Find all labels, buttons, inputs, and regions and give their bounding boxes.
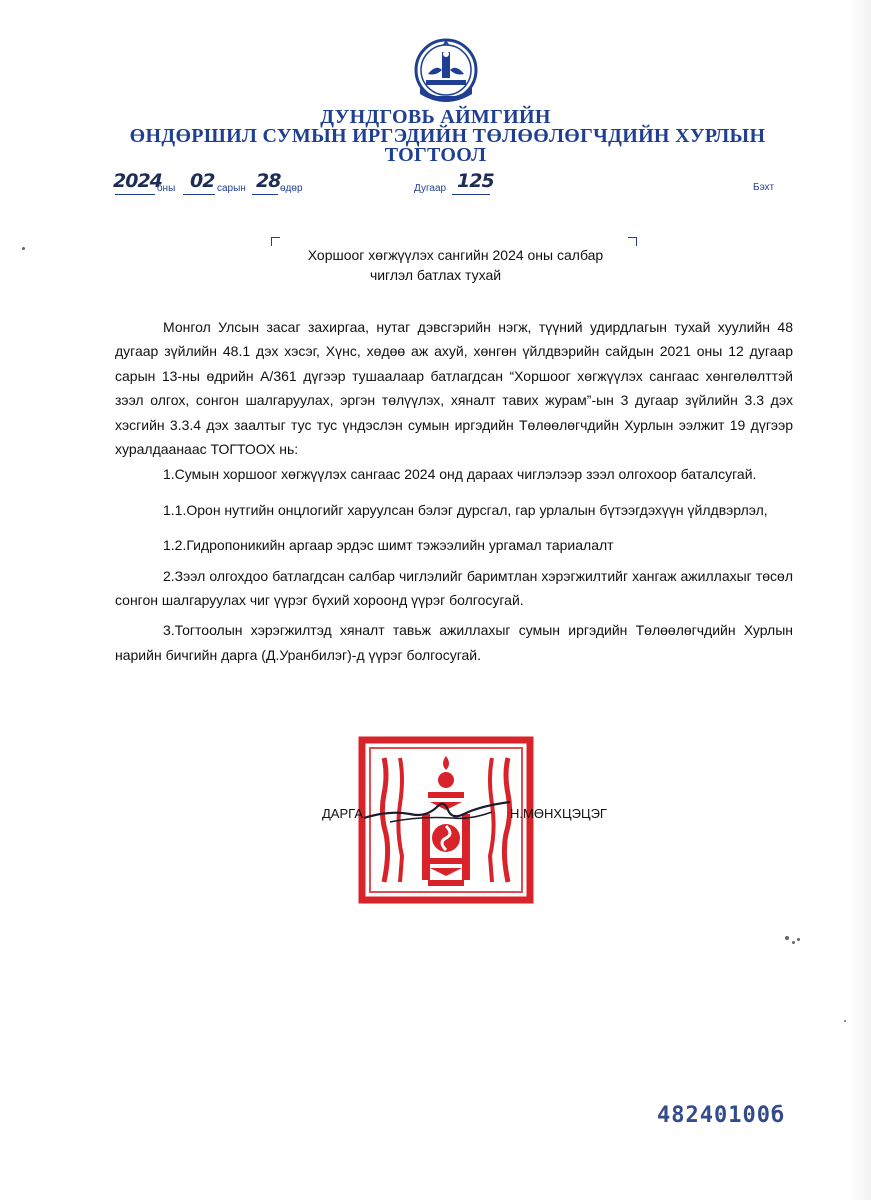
scan-speck [785, 936, 789, 940]
header-assembly: ӨНДӨРШИЛ СУМЫН ИРГЭДИЙН ТӨЛӨӨЛӨГЧДИЙН ХУРЛЫН [129, 125, 766, 147]
year-underline [115, 194, 155, 195]
header-resolution: ТОГТООЛ [384, 144, 487, 166]
date-day: 28 [256, 170, 281, 192]
body-paragraph: 1.2.Гидропоникийн аргаар эрдэс шимт тэжээлийн ургамал тариалалт [163, 537, 614, 554]
day-underline [252, 194, 278, 195]
body-paragraph: 2.Зээл олгохдоо батлагдсан салбар чиглэлийг баримтлан хэрэгжилтийг хангаж ажиллахыг төсөл сонгон шалгаруулах чиг үүрэг бүхий хороонд үүрэг болгосугай. [115, 567, 793, 609]
date-month: 02 [190, 170, 215, 192]
title-corner-left [271, 237, 280, 246]
month-label: сарын [217, 183, 246, 194]
serial-number: 48240100б [657, 1103, 786, 1128]
scan-edge-shadow [849, 0, 871, 1200]
header-aimag: ДУНДГОВЬ АЙМГИЙН [320, 106, 551, 128]
title-corner-right [628, 237, 637, 246]
date-year: 2024 [113, 170, 162, 192]
handwritten-signature [360, 792, 520, 832]
number-label: Дугаар [414, 183, 447, 194]
number-underline [452, 194, 490, 195]
month-underline [183, 194, 215, 195]
resolution-number: 125 [457, 170, 494, 192]
signatory-name: Н.МӨНХЦЭЦЭГ [510, 806, 607, 821]
scan-speck [22, 247, 25, 250]
body-paragraph: 1.1.Орон нутгийн онцлогийг харуулсан бэлэг дурсгал, гар урлалын бүтээгдэхүүн үйлдвэрлэл, [163, 501, 768, 518]
title-line-2: чиглэл батлах тухай [369, 267, 502, 283]
year-label: оны [157, 183, 176, 194]
body-paragraph: 3.Тогтоолын хэрэгжилтэд хяналт тавьж ажиллахыг сумын иргэдийн Төлөөлөгчдийн Хурлын нарийн бичгийн дарга (Д.Уранбилэг)-д үүрэг болгосугай. [115, 622, 793, 663]
scan-speck [792, 941, 795, 944]
scan-speck [797, 938, 800, 941]
scan-speck [844, 1020, 846, 1022]
resolution-body [115, 315, 793, 667]
day-label: өдөр [280, 183, 303, 194]
signatory-title: ДАРГА [322, 806, 363, 821]
body-paragraph: Монгол Улсын засаг захиргаа, нутаг дэвсгэрийн нэгж, түүний удирдлагын тухай хуулийн 48 дугаар зүйлийн 48.1 дэх хэсэг, Хүнс, хөдөө аж ахуй, хөнгөн үйлдвэрийн сайдын 2021 оны 12 дугаар сарын 13-ны өдрийн А/361 дүгээр тушаалаар батлагдсан “Хоршоог хөгжүүлэх сангаас хөнгөлөлттэй зээл олгох, сонгон шалгаруулах, эргэн төлүүлэх, хяналт тавих журам”-ын 3 дугаар зүйлийн 3.3 дэх хэсгийн 3.3.4 дэх заалтыг тус тус үндэслэн сумын иргэдийн Төлөөлөгчдийн Хурлын ээлжит 19 дүгээр хуралдаанаас ТОГТООХ нь: [115, 319, 793, 458]
title-line-1: Хоршоог хөгжүүлэх сангийн 2024 оны салбар [307, 247, 604, 263]
place-name: Бэхт [753, 182, 775, 193]
state-emblem-icon [412, 36, 480, 108]
body-paragraph: 1.Сумын хоршоог хөгжүүлэх сангаас 2024 онд дараах чиглэлээр зээл олгохоор баталсугай. [163, 466, 757, 483]
